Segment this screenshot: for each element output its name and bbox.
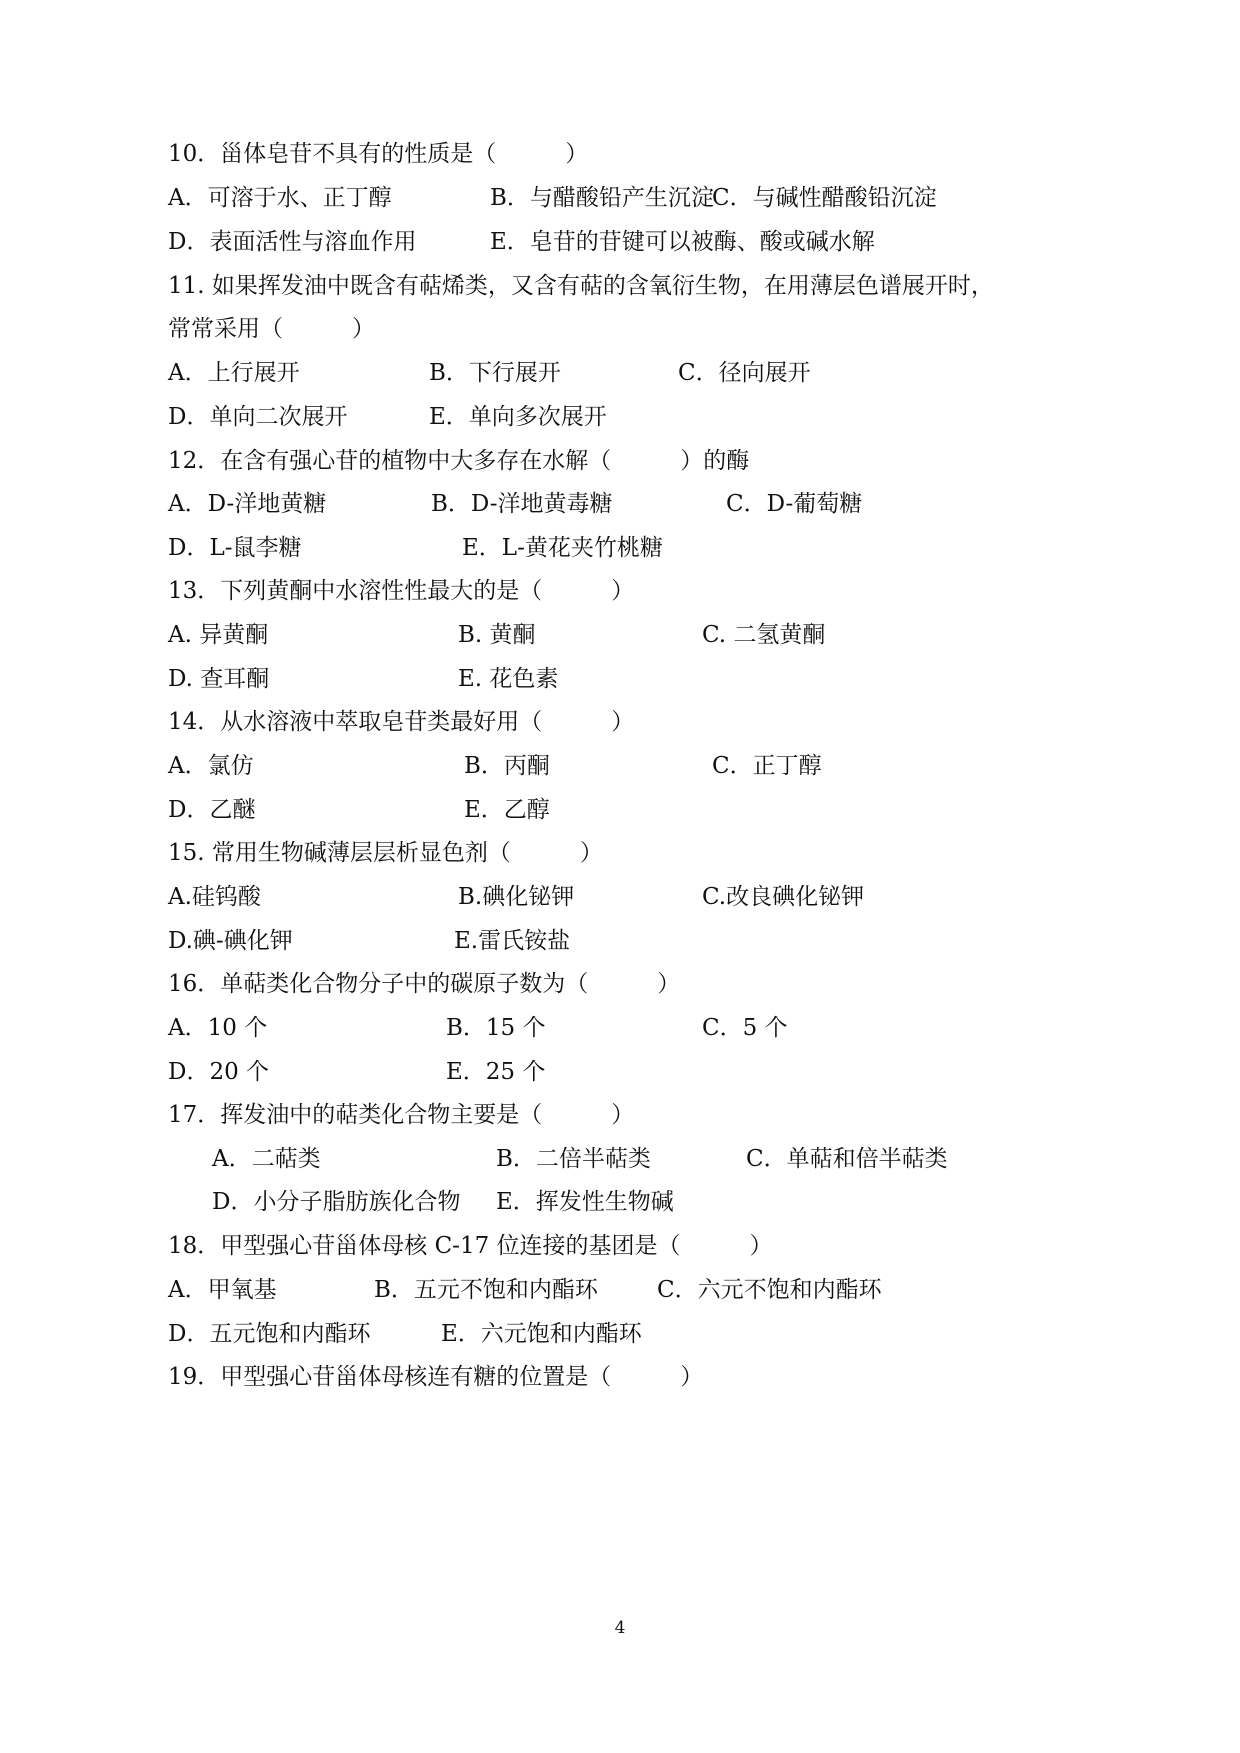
answer-option: D．20 个 [168,1059,270,1085]
option-row [0,615,1240,655]
answer-option: B．二倍半萜类 [496,1146,651,1172]
answer-option: A．上行展开 [168,360,300,386]
answer-option: C．六元不饱和内酯环 [657,1277,882,1303]
answer-option: D．小分子脂肪族化合物 [212,1189,461,1215]
question-text: 14．从水溶液中萃取皂苷类最好用（ ） [168,709,635,735]
question-text: 12．在含有强心苷的植物中大多存在水解（ ）的酶 [168,448,750,474]
question-text: 17．挥发油中的萜类化合物主要是（ ） [168,1102,635,1128]
option-row [0,746,1240,786]
question-stem [0,1226,1240,1266]
answer-option: E．单向多次展开 [429,404,607,430]
answer-option: E．L-黄花夹竹桃糖 [462,535,663,561]
answer-option: A．氯仿 [168,753,254,779]
answer-option: B．与醋酸铅产生沉淀 [490,185,714,211]
option-row [0,1182,1240,1222]
answer-option: A．可溶于水、正丁醇 [168,185,392,211]
question-stem [0,134,1240,174]
question-text: 常常采用（ ） [168,316,375,342]
answer-option: E. 花色素 [458,666,559,692]
option-row [0,1314,1240,1354]
question-stem [0,702,1240,742]
option-row [0,790,1240,830]
question-text: 16．单萜类化合物分子中的碳原子数为（ ） [168,971,681,997]
answer-option: A．D-洋地黄糖 [168,491,327,517]
answer-option: B．下行展开 [429,360,561,386]
answer-option: D. 查耳酮 [168,666,270,692]
question-text: 15. 常用生物碱薄层层析显色剂（ ） [168,840,603,866]
answer-option: D．乙醚 [168,797,256,823]
option-row [0,484,1240,524]
answer-option: E．挥发性生物碱 [496,1189,674,1215]
answer-option: B．五元不饱和内酯环 [374,1277,598,1303]
option-row [0,1008,1240,1048]
option-row [0,222,1240,262]
question-text: 19．甲型强心苷甾体母核连有糖的位置是（ ） [168,1364,704,1390]
answer-option: E．六元饱和内酯环 [441,1321,642,1347]
answer-option: D．单向二次展开 [168,404,348,430]
answer-option: C.改良碘化铋钾 [702,884,865,910]
question-text: 10．甾体皂苷不具有的性质是（ ） [168,141,589,167]
answer-option: C. 二氢黄酮 [702,622,826,648]
answer-option: E．皂苷的苷键可以被酶、酸或碱水解 [490,229,875,255]
question-stem [0,1095,1240,1135]
page-number: 4 [614,1618,626,1638]
answer-option: B. 黄酮 [458,622,536,648]
answer-option: A.硅钨酸 [168,884,261,910]
question-stem [0,441,1240,481]
question-stem [0,309,1240,349]
option-row [0,659,1240,699]
option-row [0,397,1240,437]
answer-option: B．D-洋地黄毒糖 [431,491,613,517]
answer-option: C．D-葡萄糖 [726,491,863,517]
answer-option: B．15 个 [446,1015,546,1041]
option-row [0,1052,1240,1092]
answer-option: E.雷氏铵盐 [454,928,571,954]
answer-option: B.碘化铋钾 [458,884,575,910]
answer-option: A. 异黄酮 [168,622,269,648]
answer-option: A．10 个 [168,1015,268,1041]
answer-option: C．5 个 [702,1015,788,1041]
question-stem [0,833,1240,873]
answer-option: D．表面活性与溶血作用 [168,229,417,255]
question-stem [0,266,1240,306]
question-text: 11. 如果挥发油中既含有萜烯类，又含有萜的含氧衍生物，在用薄层色谱展开时， [168,273,994,299]
answer-option: D．五元饱和内酯环 [168,1321,371,1347]
option-row [0,178,1240,218]
option-row [0,877,1240,917]
option-row [0,921,1240,961]
answer-option: C．正丁醇 [712,753,822,779]
question-text: 18．甲型强心苷甾体母核 C-17 位连接的基团是（ ） [168,1233,773,1259]
option-row [0,1139,1240,1179]
option-row [0,353,1240,393]
answer-option: C．径向展开 [678,360,811,386]
answer-option: C．单萜和倍半萜类 [746,1146,948,1172]
question-text: 13．下列黄酮中水溶性性最大的是（ ） [168,578,635,604]
answer-option: D.碘-碘化钾 [168,928,293,954]
option-row [0,528,1240,568]
answer-option: E．25 个 [446,1059,546,1085]
answer-option: E．乙醇 [464,797,550,823]
answer-option: C．与碱性醋酸铅沉淀 [712,185,937,211]
answer-option: A．二萜类 [212,1146,321,1172]
question-stem [0,964,1240,1004]
answer-option: A．甲氧基 [168,1277,277,1303]
question-stem [0,1357,1240,1397]
option-row [0,1270,1240,1310]
answer-option: D．L-鼠李糖 [168,535,302,561]
answer-option: B．丙酮 [464,753,550,779]
question-stem [0,571,1240,611]
